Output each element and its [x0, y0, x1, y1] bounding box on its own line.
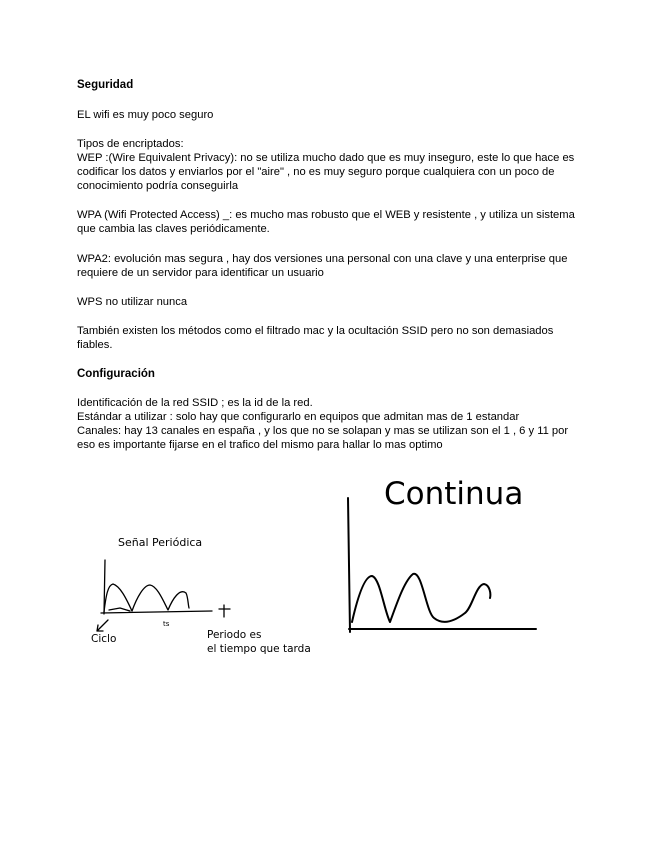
- wep-description: WEP :(Wire Equivalent Privacy): no se utiliza mucho dado que es muy inseguro, este lo que hace es codificar los datos y enviarlos por el "aire" , no es muy seguro porque cualquiera con un poco de conocimiento podría conseguirla: [77, 152, 575, 192]
- config-line-standard: Estándar a utilizar : solo hay que configurarlo en equipos que admitan mas de 1 estandar: [77, 411, 520, 423]
- periodic-wave: [104, 584, 189, 612]
- config-line-ssid: Identificación de la red SSID ; es la id de la red.: [77, 397, 313, 409]
- encryption-types-label: Tipos de encriptados:: [77, 138, 184, 150]
- continua-title: Continua: [384, 476, 524, 512]
- ts-label: ts: [163, 620, 170, 628]
- paragraph-wpa: WPA (Wifi Protected Access) _: es mucho mas robusto que el WEB y resistente , y utiliza un sistema que cambia las claves periódicamente.: [77, 209, 575, 235]
- cycle-bracket: [109, 608, 130, 611]
- ciclo-label: Ciclo: [91, 633, 117, 645]
- continua-y-axis: [348, 498, 350, 632]
- periodic-signal-title: Señal Periódica: [118, 536, 203, 549]
- paragraph-other-methods: También existen los métodos como el filtrado mac y la ocultación SSID pero no son demasiados fiables.: [77, 325, 554, 351]
- paragraph-wps: WPS no utilizar nunca: [77, 296, 188, 308]
- paragraph-wifi: EL wifi es muy poco seguro: [77, 109, 214, 121]
- ciclo-arrow: [97, 620, 108, 631]
- periodic-x-axis: [101, 611, 212, 613]
- section-heading-seguridad: Seguridad: [77, 79, 134, 91]
- config-line-channels: Canales: hay 13 canales en españa , y los que no se solapan y mas se utilizan son el 1 , 6 y 11 por eso es importante fijarse en el trafico del mismo para hallar lo mas optimo: [77, 425, 569, 451]
- section-heading-configuracion: Configuración: [77, 368, 155, 380]
- periodo-line-2: el tiempo que tarda: [207, 643, 311, 655]
- paragraph-wpa2: WPA2: evolución mas segura , hay dos versiones una personal con una clave y una enterprise que requiere de un servidor para identificar un usuario: [77, 253, 568, 279]
- t-label: [228, 596, 232, 609]
- periodo-note: [207, 628, 311, 656]
- periodo-line-1: Periodo es: [207, 629, 262, 641]
- continua-wave: [352, 574, 490, 622]
